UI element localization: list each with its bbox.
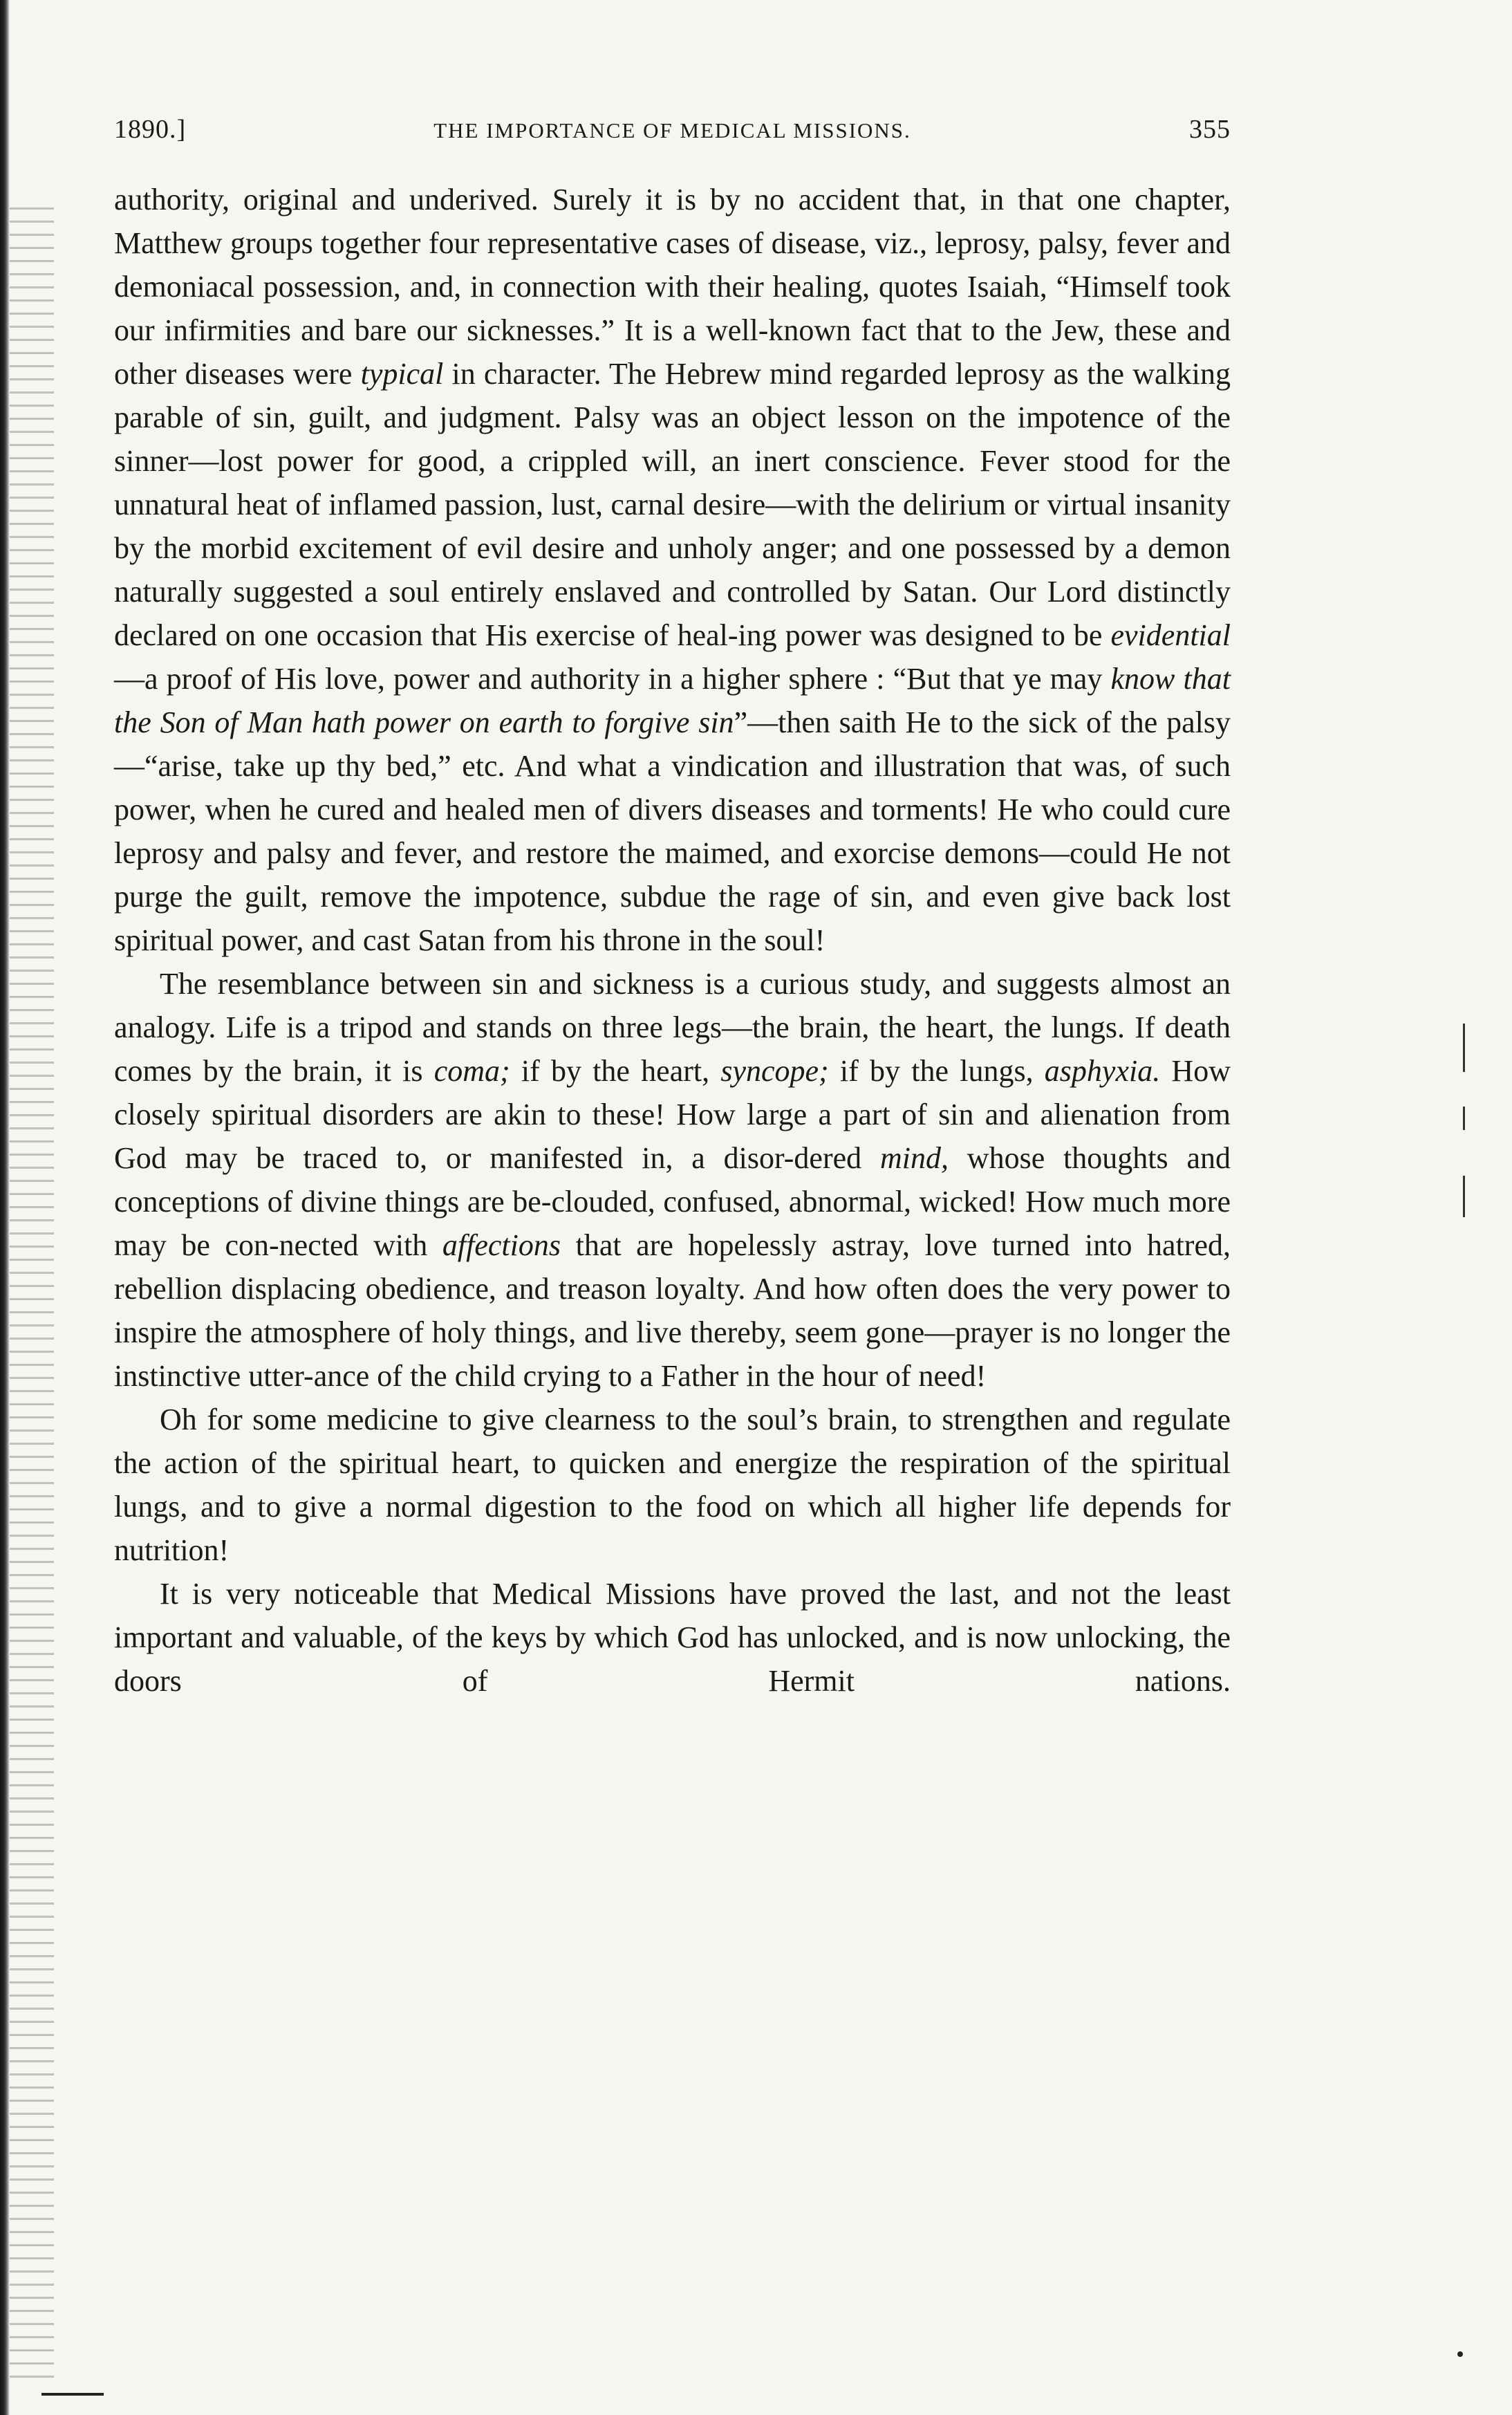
header-title: THE IMPORTANCE OF MEDICAL MISSIONS.	[433, 118, 911, 142]
italic-text: mind,	[879, 1141, 949, 1175]
header-year: 1890.]	[114, 115, 187, 144]
paragraph	[114, 962, 1231, 1398]
margin-mark	[1463, 1176, 1465, 1217]
italic-text: affections	[442, 1228, 561, 1262]
paragraph	[114, 178, 1231, 962]
paragraph	[114, 1572, 1231, 1703]
bottom-rule	[41, 2393, 104, 2396]
page-number: 355	[1189, 115, 1231, 144]
paragraph	[114, 1398, 1231, 1572]
text-run: in character. The Hebrew mind regarded leprosy as the walking parable of sin, guilt, and judgment. Palsy was an object lesson on the impotence of the sinner—lost power for good, a crippled will, an inert conscience. Fever stood for the unnatural heat of inflamed passion, lust, carnal desire—with the delirium or virtual insanity by the morbid excitement of evil desire and unholy anger; and one possessed by a demon naturally suggested a soul entirely enslaved and controlled by Satan. Our Lord distinctly declared on one occasion that His exercise of heal-ing power was designed to be	[114, 357, 1231, 652]
margin-speck	[1457, 2351, 1463, 2357]
italic-text: coma;	[433, 1054, 510, 1088]
text-run: whose thoughts and conceptions of divine things are be-clouded, confused, abnormal, wicked! How much more may be con-nected with	[114, 1141, 1231, 1262]
binding-shadow	[10, 207, 54, 2386]
text-run: Oh for some medicine to give clearness to the soul’s brain, to strengthen and regulate the action of the spiritual heart, to quicken and energize the respiration of the spiritual lungs, and to give a normal digestion to the food on which all higher life depends for nutrition!	[114, 1403, 1231, 1567]
italic-text: know that the Son of Man hath power on earth to forgive sin	[114, 662, 1231, 739]
text-run: that are hopelessly astray, love turned into hatred, rebellion displacing obedience, and treason loyalty. And how often does the very power to inspire the atmosphere of holy things, and live thereby, seem gone—prayer is no longer the instinctive utter-ance of the child crying to a Father in the hour of need!	[114, 1228, 1231, 1393]
text-run: if by the lungs,	[828, 1054, 1045, 1088]
text-run: ”—then saith He to the sick of the palsy—“arise, take up thy bed,” etc. And what a vindication and illustration that was, of such power, when he cured and healed men of divers diseases and torments! He who could cure leprosy and palsy and fever, and restore the maimed, and exorcise demons—could He not purge the guilt, remove the impotence, subdue the rage of sin, and even give back lost spiritual power, and cast Satan from his throne in the soul!	[114, 705, 1231, 957]
body-text	[114, 178, 1231, 1703]
text-run: authority, original and underived. Surely it is by no accident that, in that one chapter, Matthew groups together four representative cases of disease, viz., leprosy, palsy, fever and demoniacal possession, and, in connection with their healing, quotes Isaiah, “Himself took our infirmities and bare our sicknesses.” It is a well-known fact that to the Jew, these and other diseases were	[114, 183, 1231, 391]
italic-text: typical	[360, 357, 444, 391]
italic-text: evidential	[1110, 618, 1231, 652]
text-run: The resemblance between sin and sickness is a curious study, and suggests almost an analogy. Life is a tripod and stands on three legs—the brain, the heart, the lungs. If death comes by the brain, it is	[114, 967, 1231, 1088]
margin-mark	[1463, 1024, 1465, 1072]
running-head	[114, 114, 1231, 163]
italic-text: asphyxia.	[1044, 1054, 1161, 1088]
text-column	[114, 114, 1231, 1703]
italic-text: syncope;	[720, 1054, 829, 1088]
text-run: —a proof of His love, power and authority in a higher sphere : “But that ye may	[114, 662, 1111, 696]
text-run: How closely spiritual disorders are akin to these! How large a part of sin and alienation from God may be traced to, or manifested in, a disor-dered	[114, 1054, 1231, 1175]
page-binding-edge	[0, 0, 10, 2415]
text-run: if by the heart,	[510, 1054, 721, 1088]
margin-mark	[1463, 1107, 1465, 1130]
text-run: It is very noticeable that Medical Missions have proved the last, and not the least important and valuable, of the keys by which God has unlocked, and is now unlocking, the doors of Hermit nations.	[114, 1577, 1231, 1698]
